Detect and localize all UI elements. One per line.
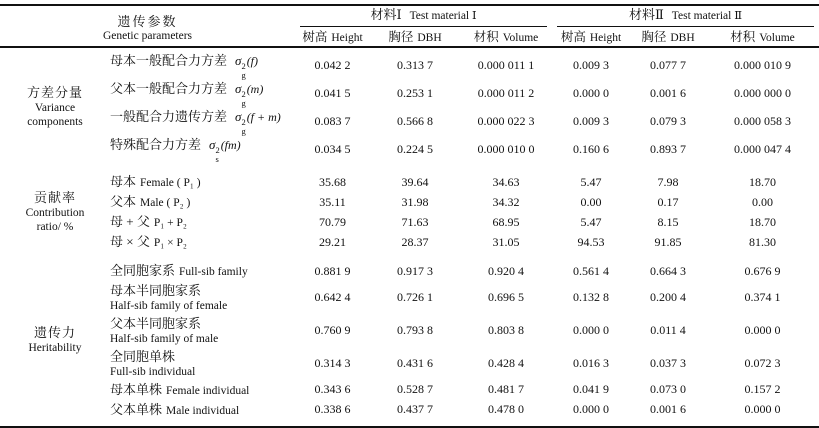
material-group-en: Test material Ⅱ <box>671 10 743 22</box>
row-label-zh: 特殊配合力方差 <box>110 137 202 152</box>
row-label-zh: 母 + 父 <box>110 214 150 230</box>
value-cell: 0.17 <box>657 194 679 209</box>
value-cell: 0.001 6 <box>650 402 686 417</box>
row-label <box>110 51 295 79</box>
table-row <box>110 212 819 232</box>
column-header-en: Height <box>589 32 622 44</box>
value-cell: 0.000 0 <box>573 85 609 100</box>
value-cell: 0.000 010 9 <box>734 57 791 72</box>
row-label-en: Full-sib family <box>179 266 248 279</box>
material-group-zh: 材料Ⅰ <box>370 7 402 22</box>
value-cell: 29.21 <box>319 234 346 249</box>
value-cell: 0.000 047 4 <box>734 141 791 156</box>
value-cell: 81.30 <box>749 234 776 249</box>
column-header-en: DBH <box>670 32 695 44</box>
value-cell: 68.95 <box>492 214 520 229</box>
value-cell: 0.314 3 <box>314 355 351 370</box>
column-header-zh: 材积 <box>473 30 499 44</box>
value-cell: 0.338 6 <box>314 402 351 417</box>
sigma-arg: (f) <box>246 54 259 68</box>
row-label-line <box>110 192 295 211</box>
row-label <box>110 107 295 135</box>
value-cell: 0.224 5 <box>397 141 433 156</box>
row-label-en: Full-sib individual <box>110 366 196 379</box>
value-cell: 0.000 058 3 <box>734 113 791 128</box>
section-group-en: ratio/ % <box>36 221 74 234</box>
value-cell: 0.920 4 <box>488 263 524 278</box>
column-header-zh: 胸径 <box>388 30 414 44</box>
value-cell: 0.478 0 <box>488 402 524 417</box>
row-label-en: Half-sib family of male <box>110 333 219 346</box>
section-rows <box>110 261 819 420</box>
material-group-header-2 <box>557 4 814 27</box>
value-cell: 0.011 4 <box>650 322 686 337</box>
value-cell: 0.793 8 <box>397 322 433 337</box>
row-label-en: Male individual <box>166 405 240 418</box>
value-cell: 0.001 6 <box>650 85 686 100</box>
value-cell: 0.726 1 <box>397 289 433 304</box>
value-cell: 0.072 3 <box>744 355 781 370</box>
sigma-supsub <box>241 62 245 79</box>
column-header-dbh <box>630 27 706 46</box>
value-cell: 7.98 <box>657 174 679 189</box>
row-label-en: Male ( P₂ ) <box>140 197 191 210</box>
section-group-zh: 遗传力 <box>33 325 76 341</box>
value-cell: 0.374 1 <box>744 289 781 304</box>
value-cell: 18.70 <box>749 214 776 229</box>
section-group-zh: 方差分量 <box>26 84 83 100</box>
value-cell: 94.53 <box>577 234 605 249</box>
row-label-line <box>110 232 295 251</box>
row-label <box>110 135 295 163</box>
table-row <box>110 107 819 135</box>
sigma-sub: g <box>241 125 246 136</box>
value-cell: 0.157 2 <box>744 382 781 397</box>
value-cell: 0.881 9 <box>314 263 351 278</box>
section-group-en: Heritability <box>28 342 82 355</box>
row-label-zh: 一般配合力遗传方差 <box>110 109 228 124</box>
sigma-sub: s <box>215 153 219 164</box>
value-cell: 0.676 9 <box>744 263 781 278</box>
sigma-sup: 2 <box>241 117 246 127</box>
row-label-zh: 母本单株 <box>110 382 163 398</box>
table-row <box>110 400 819 420</box>
column-header-en: Volume <box>502 32 539 44</box>
value-cell: 0.000 022 3 <box>477 113 535 128</box>
row-label-en: Female ( P₁ ) <box>140 177 201 190</box>
value-cell: 0.009 3 <box>573 113 609 128</box>
table-row <box>110 51 819 79</box>
row-label-line <box>110 212 295 231</box>
value-cell: 35.68 <box>319 174 346 189</box>
sigma-symbol: σ 2 g (m) <box>235 81 264 108</box>
row-label-zh: 母本半同胞家系 <box>110 283 202 298</box>
value-cell: 18.70 <box>749 174 776 189</box>
value-cell: 0.664 3 <box>650 263 686 278</box>
row-label-line <box>110 107 295 135</box>
value-cell: 0.000 000 0 <box>734 85 791 100</box>
row-label <box>110 79 295 107</box>
genetic-parameters-en: Genetic parameters <box>102 29 193 42</box>
section-group-label <box>0 172 110 252</box>
row-label-line <box>110 380 295 399</box>
table-row <box>110 232 819 252</box>
row-label <box>110 380 295 399</box>
sigma-symbol: σ 2 s (fm) <box>209 137 241 164</box>
value-cell: 70.79 <box>319 214 346 229</box>
value-cell: 34.63 <box>492 174 520 189</box>
value-cell: 0.803 8 <box>488 322 524 337</box>
value-cell: 0.000 010 0 <box>477 141 535 156</box>
value-cell: 0.000 0 <box>744 402 781 417</box>
sigma-arg: (f + m) <box>246 110 281 124</box>
value-cell: 0.343 6 <box>314 382 351 397</box>
value-cell: 0.083 7 <box>314 113 351 128</box>
value-cell: 0.313 7 <box>397 57 433 72</box>
value-cell: 0.917 3 <box>397 263 433 278</box>
value-cell: 0.077 7 <box>650 57 686 72</box>
value-cell: 0.132 8 <box>573 289 609 304</box>
row-label <box>110 192 295 211</box>
row-label <box>110 212 295 231</box>
column-header-zh: 材积 <box>730 30 756 44</box>
value-cell: 0.566 8 <box>397 113 433 128</box>
sigma-arg: (m) <box>246 82 264 96</box>
sigma-sub: g <box>241 69 246 80</box>
column-header-zh: 树高 <box>560 30 586 44</box>
value-cell: 0.642 4 <box>314 289 351 304</box>
value-cell: 0.760 9 <box>314 322 351 337</box>
value-cell: 0.431 6 <box>397 355 433 370</box>
row-label-line <box>110 51 295 79</box>
row-label-zh: 父本 <box>110 194 137 210</box>
row-label-en: Female individual <box>166 385 250 398</box>
value-cell: 0.893 7 <box>650 141 686 156</box>
value-cell: 0.561 4 <box>573 263 609 278</box>
row-label-zh: 母本一般配合力方差 <box>110 53 228 68</box>
value-cell: 0.000 0 <box>573 322 609 337</box>
row-label <box>110 172 295 191</box>
value-cell: 0.034 5 <box>314 141 351 156</box>
row-label-zh: 全同胞单株 <box>110 348 176 364</box>
section-group-en: components <box>27 116 83 129</box>
row-label-zh: 父本单株 <box>110 402 163 418</box>
sigma-sup: 2 <box>241 61 246 71</box>
value-cell: 0.000 0 <box>573 402 609 417</box>
row-label-line <box>110 172 295 191</box>
table-row <box>110 281 819 314</box>
value-cell: 39.64 <box>401 174 429 189</box>
row-label-en: P₁ + P₂ <box>153 217 187 230</box>
table-section <box>0 261 819 420</box>
value-cell: 0.037 3 <box>650 355 686 370</box>
value-cell: 0.200 4 <box>650 289 686 304</box>
table-header <box>0 6 819 46</box>
value-cell: 31.98 <box>401 194 429 209</box>
value-cell: 0.000 011 2 <box>477 85 535 100</box>
row-label-zh: 全同胞家系 <box>110 263 176 279</box>
row-label-en: Half-sib family of female <box>110 300 228 313</box>
value-cell: 5.47 <box>580 214 602 229</box>
row-label <box>110 232 295 251</box>
value-cell: 8.15 <box>657 214 679 229</box>
row-label-zh: 母 × 父 <box>110 234 150 250</box>
section-group-en: Variance <box>34 101 76 114</box>
table-row <box>110 79 819 107</box>
row-label <box>110 347 295 380</box>
value-cell: 0.696 5 <box>488 289 524 304</box>
row-label-line <box>110 347 295 366</box>
column-header-height <box>552 27 630 46</box>
sigma-symbol: σ 2 g (f + m) <box>235 109 281 136</box>
material-group-header-1 <box>300 4 547 27</box>
row-label-line <box>110 314 295 333</box>
row-label-zh: 母本 <box>110 174 137 190</box>
column-header-zh: 树高 <box>302 30 328 44</box>
value-cell: 5.47 <box>580 174 602 189</box>
row-label <box>110 400 295 419</box>
column-header-height <box>295 27 370 46</box>
row-label-line <box>110 400 295 419</box>
row-label-line <box>110 261 295 280</box>
sigma-arg: (fm) <box>220 138 241 152</box>
value-cell: 0.000 0 <box>744 322 781 337</box>
value-cell: 91.85 <box>654 234 682 249</box>
column-header-volume <box>706 27 819 46</box>
column-header-zh: 胸径 <box>641 30 667 44</box>
table-row <box>110 347 819 380</box>
value-cell: 71.63 <box>401 214 429 229</box>
value-cell: 0.428 4 <box>488 355 524 370</box>
section-group-en: Contribution <box>25 206 85 219</box>
table-section <box>0 172 819 252</box>
value-cell: 0.00 <box>752 194 773 209</box>
table-row <box>110 380 819 400</box>
value-cell: 0.073 0 <box>650 382 686 397</box>
genetic-parameters-header <box>0 11 295 42</box>
value-cell: 0.481 7 <box>488 382 524 397</box>
table-row <box>110 314 819 347</box>
row-label-line <box>110 79 295 107</box>
row-label-zh: 父本半同胞家系 <box>110 315 202 331</box>
row-label <box>110 261 295 280</box>
row-label-line <box>110 135 295 163</box>
sigma-supsub <box>241 90 245 107</box>
table-row <box>110 135 819 163</box>
value-cell: 35.11 <box>319 194 346 209</box>
value-cell: 28.37 <box>401 234 429 249</box>
section-rows <box>110 172 819 252</box>
sigma-sup: 2 <box>215 145 220 155</box>
value-cell: 31.05 <box>492 234 520 249</box>
sigma-supsub <box>215 146 219 163</box>
row-label <box>110 314 295 347</box>
material-group-en: Test material Ⅰ <box>409 10 477 22</box>
section-group-zh: 贡献率 <box>33 189 76 205</box>
value-cell: 0.041 5 <box>314 85 351 100</box>
column-header-dbh <box>370 27 460 46</box>
row-label <box>110 281 295 314</box>
column-header-en: Volume <box>759 32 795 44</box>
row-label-line <box>110 281 295 300</box>
sigma-sub: g <box>241 97 246 108</box>
table-row <box>110 261 819 281</box>
value-cell: 0.00 <box>580 194 602 209</box>
column-header-volume <box>460 27 552 46</box>
sigma-symbol: σ 2 g (f) <box>235 53 259 80</box>
genetic-parameters-zh: 遗传参数 <box>117 13 178 29</box>
column-header-en: DBH <box>417 32 442 44</box>
sigma-supsub <box>241 118 245 135</box>
value-cell: 0.437 7 <box>397 402 433 417</box>
table-row <box>110 192 819 212</box>
sigma-sup: 2 <box>241 89 246 99</box>
table-row <box>110 172 819 192</box>
value-cell: 0.000 011 1 <box>477 57 535 72</box>
value-cell: 0.016 3 <box>573 355 609 370</box>
material-group-zh: 材料Ⅱ <box>628 7 664 22</box>
value-cell: 0.042 2 <box>314 57 351 72</box>
value-cell: 34.32 <box>492 194 520 209</box>
row-label-zh: 父本一般配合力方差 <box>110 81 228 96</box>
value-cell: 0.079 3 <box>650 113 686 128</box>
section-group-label <box>0 51 110 163</box>
value-cell: 0.009 3 <box>573 57 609 72</box>
table-body <box>0 48 819 420</box>
section-rows <box>110 51 819 163</box>
table-section <box>0 51 819 163</box>
section-group-label <box>0 261 110 420</box>
value-cell: 0.528 7 <box>397 382 433 397</box>
column-header-en: Height <box>331 32 363 44</box>
row-label-en: P₁ × P₂ <box>153 237 187 250</box>
value-cell: 0.041 9 <box>573 382 609 397</box>
value-cell: 0.160 6 <box>573 141 609 156</box>
value-cell: 0.253 1 <box>397 85 433 100</box>
